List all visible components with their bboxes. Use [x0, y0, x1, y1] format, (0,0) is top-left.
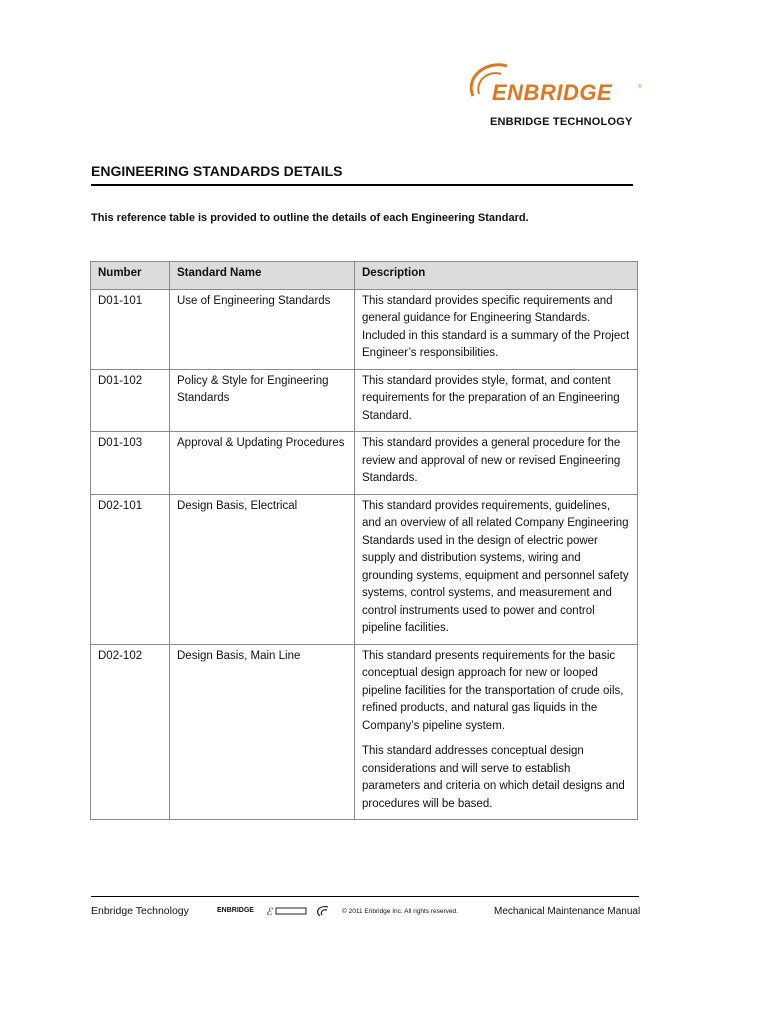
cell-description	[355, 644, 638, 820]
company-name: ENBRIDGE TECHNOLOGY	[490, 116, 633, 128]
logo-text: ENBRIDGE	[492, 80, 613, 105]
cell-description	[355, 432, 638, 495]
cell-number: D02-102	[91, 644, 170, 820]
footer-script-mark: ℰ	[266, 907, 273, 918]
table-row	[91, 432, 638, 495]
table-row	[91, 644, 638, 820]
footer-brand: ENBRIDGE	[217, 907, 254, 914]
table-header-row	[91, 262, 638, 290]
footer-company: Enbridge Technology	[91, 905, 189, 917]
footer-manual-title: Mechanical Maintenance Manual	[494, 906, 641, 917]
logo-trademark: ®	[638, 84, 642, 90]
table-body	[91, 289, 638, 820]
description-paragraph: This standard presents requirements for the basic conceptual design approach for new or looped pipeline facilities for the transportation of crude oils, refined products, and natural gas liquids in the Company’s pipeline system.	[362, 649, 624, 732]
table-row	[91, 369, 638, 432]
description-paragraph: This standard provides style, format, and content requirements for the preparation of an Engineering Standard.	[362, 374, 620, 422]
footer-divider	[91, 896, 639, 897]
header-number: Number	[91, 262, 170, 290]
table-row	[91, 494, 638, 644]
description-paragraph: This standard provides requirements, guidelines, and an overview of all related Company Engineering Standards used in the design of electric power supply and distribution systems, wiring and grounding systems, equipment and personnel safety systems, control systems, and measurement and control instruments used to power and control pipeline facilities.	[362, 499, 629, 634]
cell-number: D01-103	[91, 432, 170, 495]
description-paragraph: This standard provides specific requirements and general guidance for Engineering Standards. Included in this standard is a summary of the Project Engineer’s responsibilities.	[362, 294, 630, 359]
standards-table	[90, 261, 638, 820]
cell-number: D02-101	[91, 494, 170, 644]
description-paragraph: This standard addresses conceptual design considerations and will serve to establish parameters and criteria on which detail designs and procedures will be based.	[362, 745, 625, 810]
header-standard-name: Standard Name	[170, 262, 355, 290]
title-divider	[91, 184, 633, 186]
cell-standard-name: Approval & Updating Procedures	[170, 432, 355, 495]
cell-number: D01-101	[91, 289, 170, 369]
cell-description	[355, 369, 638, 432]
cell-standard-name: Policy & Style for Engineering Standards	[170, 369, 355, 432]
table-row	[91, 289, 638, 369]
cell-standard-name: Design Basis, Main Line	[170, 644, 355, 820]
cell-number: D01-102	[91, 369, 170, 432]
footer-copyright: © 2011 Enbridge Inc. All rights reserved.	[342, 908, 458, 915]
footer-logo-icon	[264, 903, 334, 919]
cell-description	[355, 289, 638, 369]
cell-description	[355, 494, 638, 644]
description-paragraph: This standard provides a general procedure for the review and approval of new or revised Engineering Standards.	[362, 437, 621, 484]
cell-standard-name: Design Basis, Electrical	[170, 494, 355, 644]
header-description: Description	[355, 262, 638, 290]
intro-text: This reference table is provided to outline the details of each Engineering Standard.	[91, 212, 529, 224]
page-title: ENGINEERING STANDARDS DETAILS	[91, 163, 343, 179]
cell-standard-name: Use of Engineering Standards	[170, 289, 355, 369]
